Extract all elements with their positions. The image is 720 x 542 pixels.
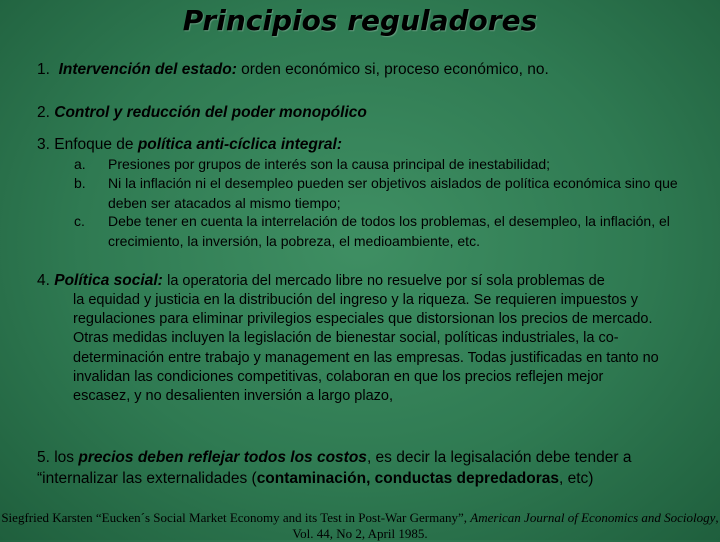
- sub-item-b-letter: b.: [74, 175, 86, 191]
- principle-5-text-2: , etc): [559, 470, 594, 487]
- principle-1: [37, 60, 707, 79]
- principle-4: [37, 271, 707, 291]
- principle-1-number: 1.: [37, 61, 50, 78]
- sub-item-a: [74, 155, 694, 175]
- sub-item-c-letter: c.: [74, 213, 85, 229]
- principle-4-body: la equidad y justicia en la distribución del ingreso y la riqueza. Se requieren impuestos y regulaciones para eliminar privilegios especiales que distorsionan los precios de mercado. Otras medidas incluyen la legislación de bienestar social, políticas industriales, la co-determinación entre trabajo y management en las empresas. Todas justificadas en tanto no invalidan las condiciones competitivas, colaboran en que los precios reflejen mejor escasez, y no desalienten inversión a largo plazo,: [73, 292, 659, 405]
- sub-item-c: [74, 212, 694, 252]
- citation-journal: American Journal of Economics and Sociology: [470, 510, 716, 525]
- principle-4-first-line: la operatoria del mercado libre no resuelve por sí sola problemas de: [167, 273, 605, 289]
- citation-author-title: Siegfried Karsten “Eucken´s Social Market Economy and its Test in Post-War Germany”,: [1, 510, 471, 525]
- principle-2-number: 2.: [37, 104, 50, 121]
- principle-3-heading: política anti-cíclica integral:: [137, 136, 342, 153]
- slide-title: Principios reguladores: [182, 4, 538, 37]
- sub-item-c-text: Debe tener en cuenta la interrelación de todos los problemas, el desempleo, la inflación, el crecimiento, la inversión, la pobreza, el medioambiente, etc.: [108, 213, 670, 249]
- principle-5-heading: precios deben reflejar todos los costos: [78, 449, 367, 466]
- principle-3: [37, 135, 707, 154]
- principle-2: [37, 103, 707, 122]
- principle-1-text: orden económico si, proceso económico, no.: [236, 61, 549, 78]
- sub-item-b-text: Ni la inflación ni el desempleo pueden ser objetivos aislados de política económica sino que deben ser atacados al mismo tiempo;: [108, 175, 678, 211]
- principle-2-heading: Control y reducción del poder monopólico: [54, 104, 367, 121]
- principle-4-number: 4.: [37, 272, 50, 289]
- principle-3-number: 3. Enfoque de: [37, 136, 134, 153]
- sub-item-a-text: Presiones por grupos de interés son la causa principal de inestabilidad;: [108, 156, 551, 172]
- principle-5-text-1: , es decir la legisalación debe tender a “internalizar las externalidades (: [37, 449, 632, 487]
- principle-5-number: 5. los: [37, 449, 75, 466]
- principle-5: [37, 447, 677, 489]
- principle-1-heading: Intervención del estado:: [58, 61, 237, 78]
- citation: [0, 510, 720, 542]
- sub-item-a-letter: a.: [74, 156, 86, 172]
- principle-4-heading: Política social:: [54, 272, 163, 289]
- sub-item-b: [74, 174, 694, 214]
- principle-5-bold: contaminación, conductas depredadoras: [256, 470, 560, 487]
- citation-details: , Vol. 44, No 2, April 1985.: [292, 510, 719, 541]
